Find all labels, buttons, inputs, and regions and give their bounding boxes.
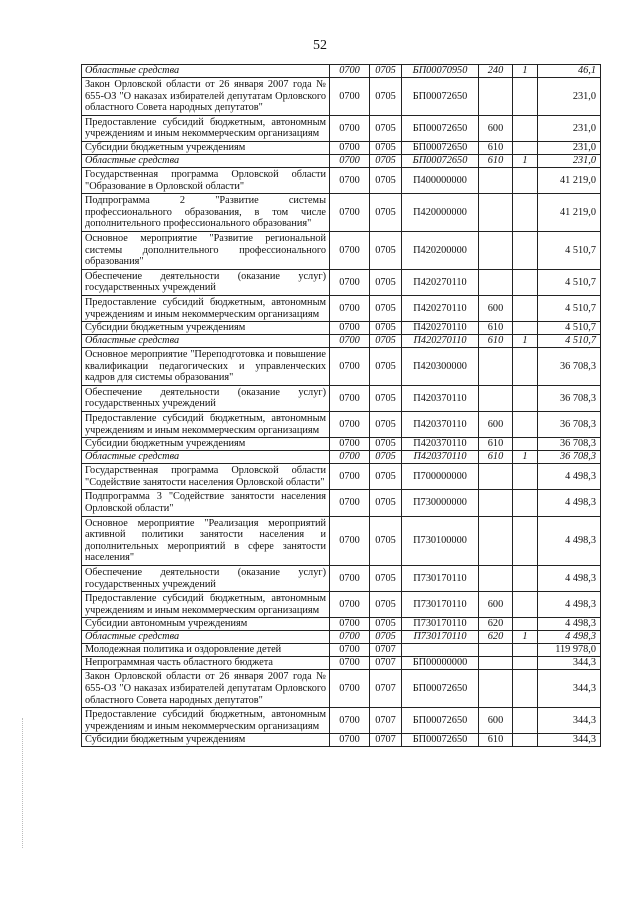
row-description: Предоставление субсидий бюджетным, автономным учреждениям и иным некоммерческим организациям (82, 592, 330, 618)
section-code: 0700 (330, 322, 370, 335)
subsection-code: 0705 (370, 269, 402, 295)
section-code: 0700 (330, 167, 370, 193)
row-description: Областные средства (82, 65, 330, 78)
target-article-code: БП00000000 (402, 657, 479, 670)
page-number: 52 (313, 38, 327, 53)
table-row (82, 295, 601, 321)
amount: 231,0 (538, 141, 601, 154)
row-description: Закон Орловской области от 26 января 2007 года № 655-ОЗ "О наказах избирателей депутатам Орловского областного Совета народных депутатов" (82, 78, 330, 116)
row-description: Предоставление субсидий бюджетным, автономным учреждениям и иным некоммерческим организациям (82, 115, 330, 141)
section-code: 0700 (330, 657, 370, 670)
section-code: 0700 (330, 141, 370, 154)
subsection-code: 0707 (370, 670, 402, 708)
target-article-code: П730170110 (402, 592, 479, 618)
expense-type-code: 610 (479, 438, 513, 451)
subsection-code: 0705 (370, 385, 402, 411)
budget-table (81, 64, 601, 747)
amount: 4 510,7 (538, 322, 601, 335)
section-code: 0700 (330, 412, 370, 438)
amount: 4 498,3 (538, 592, 601, 618)
row-description: Обеспечение деятельности (оказание услуг) государственных учреждений (82, 385, 330, 411)
target-article-code: П400000000 (402, 167, 479, 193)
row-description: Субсидии автономным учреждениям (82, 618, 330, 631)
expense-type-code: 610 (479, 154, 513, 167)
funding-source-code: 1 (513, 451, 538, 464)
table-row (82, 464, 601, 490)
table-row (82, 438, 601, 451)
amount: 36 708,3 (538, 438, 601, 451)
expense-type-code (479, 566, 513, 592)
section-code: 0700 (330, 78, 370, 116)
section-code: 0700 (330, 566, 370, 592)
row-description: Основное мероприятие "Переподготовка и повышение квалификации педагогических и управленческих кадров для системы образования" (82, 348, 330, 386)
subsection-code: 0705 (370, 566, 402, 592)
row-description: Предоставление субсидий бюджетным, автономным учреждениям и иным некоммерческим организациям (82, 708, 330, 734)
funding-source-code (513, 708, 538, 734)
amount: 41 219,0 (538, 167, 601, 193)
subsection-code: 0705 (370, 464, 402, 490)
subsection-code: 0705 (370, 194, 402, 232)
table-row (82, 167, 601, 193)
expense-type-code: 600 (479, 592, 513, 618)
section-code: 0700 (330, 348, 370, 386)
funding-source-code (513, 490, 538, 516)
table-row (82, 490, 601, 516)
expense-type-code (479, 231, 513, 269)
row-description: Субсидии бюджетным учреждениям (82, 141, 330, 154)
row-description: Субсидии бюджетным учреждениям (82, 734, 330, 747)
subsection-code: 0705 (370, 154, 402, 167)
amount: 36 708,3 (538, 451, 601, 464)
expense-type-code (479, 348, 513, 386)
funding-source-code (513, 566, 538, 592)
funding-source-code (513, 464, 538, 490)
table-row (82, 231, 601, 269)
funding-source-code (513, 141, 538, 154)
subsection-code: 0705 (370, 141, 402, 154)
subsection-code: 0705 (370, 65, 402, 78)
funding-source-code (513, 618, 538, 631)
funding-source-code (513, 78, 538, 116)
row-description: Субсидии бюджетным учреждениям (82, 322, 330, 335)
table-row (82, 141, 601, 154)
amount: 4 498,3 (538, 618, 601, 631)
subsection-code: 0705 (370, 438, 402, 451)
table-row (82, 385, 601, 411)
subsection-code: 0707 (370, 657, 402, 670)
expense-type-code: 240 (479, 65, 513, 78)
section-code: 0700 (330, 451, 370, 464)
target-article-code: П420370110 (402, 412, 479, 438)
table-row (82, 78, 601, 116)
table-row (82, 631, 601, 644)
section-code: 0700 (330, 631, 370, 644)
target-article-code: П420270110 (402, 269, 479, 295)
target-article-code: БП00072650 (402, 154, 479, 167)
expense-type-code: 600 (479, 115, 513, 141)
expense-type-code (479, 385, 513, 411)
expense-type-code (479, 657, 513, 670)
funding-source-code (513, 348, 538, 386)
subsection-code: 0705 (370, 631, 402, 644)
target-article-code: П420200000 (402, 231, 479, 269)
amount: 36 708,3 (538, 348, 601, 386)
target-article-code: П420370110 (402, 385, 479, 411)
expense-type-code: 610 (479, 451, 513, 464)
expense-type-code: 620 (479, 618, 513, 631)
target-article-code: П730100000 (402, 516, 479, 565)
funding-source-code: 1 (513, 631, 538, 644)
section-code: 0700 (330, 708, 370, 734)
table-row (82, 335, 601, 348)
target-article-code: БП00072650 (402, 78, 479, 116)
target-article-code: БП00072650 (402, 708, 479, 734)
table-row (82, 194, 601, 232)
expense-type-code: 600 (479, 708, 513, 734)
funding-source-code (513, 231, 538, 269)
row-description: Подпрограмма 3 "Содействие занятости населения Орловской области" (82, 490, 330, 516)
target-article-code: БП00072650 (402, 141, 479, 154)
funding-source-code (513, 295, 538, 321)
subsection-code: 0707 (370, 734, 402, 747)
table-row (82, 115, 601, 141)
target-article-code: П420370110 (402, 451, 479, 464)
expense-type-code: 620 (479, 631, 513, 644)
amount: 4 498,3 (538, 566, 601, 592)
section-code: 0700 (330, 385, 370, 411)
funding-source-code (513, 516, 538, 565)
table-row (82, 670, 601, 708)
subsection-code: 0705 (370, 322, 402, 335)
row-description: Подпрограмма 2 "Развитие системы профессионального образования, в том числе дополнительного профессионального образования" (82, 194, 330, 232)
section-code: 0700 (330, 231, 370, 269)
expense-type-code (479, 269, 513, 295)
target-article-code: БП00072650 (402, 115, 479, 141)
expense-type-code: 600 (479, 295, 513, 321)
expense-type-code (479, 167, 513, 193)
amount: 4 498,3 (538, 516, 601, 565)
target-article-code: П730000000 (402, 490, 479, 516)
expense-type-code (479, 670, 513, 708)
section-code: 0700 (330, 65, 370, 78)
table-row (82, 348, 601, 386)
amount: 344,3 (538, 708, 601, 734)
funding-source-code: 1 (513, 154, 538, 167)
funding-source-code (513, 322, 538, 335)
section-code: 0700 (330, 670, 370, 708)
subsection-code: 0705 (370, 167, 402, 193)
target-article-code: БП00072650 (402, 734, 479, 747)
section-code: 0700 (330, 618, 370, 631)
subsection-code: 0705 (370, 490, 402, 516)
subsection-code: 0707 (370, 708, 402, 734)
table-row (82, 269, 601, 295)
amount: 41 219,0 (538, 194, 601, 232)
row-description: Предоставление субсидий бюджетным, автономным учреждениям и иным некоммерческим организациям (82, 295, 330, 321)
table-row (82, 451, 601, 464)
row-description: Молодежная политика и оздоровление детей (82, 644, 330, 657)
funding-source-code (513, 269, 538, 295)
row-description: Областные средства (82, 631, 330, 644)
table-row (82, 644, 601, 657)
table-body (82, 65, 601, 747)
funding-source-code (513, 734, 538, 747)
target-article-code: П730170110 (402, 618, 479, 631)
table-row (82, 618, 601, 631)
target-article-code: БП00072650 (402, 670, 479, 708)
amount: 36 708,3 (538, 412, 601, 438)
amount: 344,3 (538, 657, 601, 670)
funding-source-code (513, 194, 538, 232)
subsection-code: 0705 (370, 451, 402, 464)
amount: 344,3 (538, 670, 601, 708)
row-description: Областные средства (82, 451, 330, 464)
target-article-code: П420270110 (402, 322, 479, 335)
subsection-code: 0705 (370, 618, 402, 631)
row-description: Закон Орловской области от 26 января 2007 года № 655-ОЗ "О наказах избирателей депутатам Орловского областного Совета народных депутатов" (82, 670, 330, 708)
target-article-code: БП00070950 (402, 65, 479, 78)
funding-source-code (513, 438, 538, 451)
row-description: Областные средства (82, 335, 330, 348)
section-code: 0700 (330, 194, 370, 232)
expense-type-code (479, 516, 513, 565)
amount: 4 510,7 (538, 295, 601, 321)
table-row (82, 734, 601, 747)
row-description: Основное мероприятие "Развитие региональной системы дополнительного профессионального образования" (82, 231, 330, 269)
row-description: Обеспечение деятельности (оказание услуг) государственных учреждений (82, 566, 330, 592)
section-code: 0700 (330, 490, 370, 516)
funding-source-code (513, 115, 538, 141)
target-article-code: П420300000 (402, 348, 479, 386)
section-code: 0700 (330, 516, 370, 565)
row-description: Основное мероприятие "Реализация мероприятий активной политики занятости населения и дополнительных мероприятий в сфере занятости населения" (82, 516, 330, 565)
section-code: 0700 (330, 644, 370, 657)
expense-type-code: 610 (479, 141, 513, 154)
target-article-code: П420270110 (402, 295, 479, 321)
funding-source-code (513, 670, 538, 708)
expense-type-code (479, 78, 513, 116)
target-article-code: П700000000 (402, 464, 479, 490)
row-description: Областные средства (82, 154, 330, 167)
subsection-code: 0705 (370, 348, 402, 386)
amount: 4 510,7 (538, 269, 601, 295)
expense-type-code (479, 490, 513, 516)
expense-type-code: 600 (479, 412, 513, 438)
row-description: Обеспечение деятельности (оказание услуг) государственных учреждений (82, 269, 330, 295)
funding-source-code (513, 657, 538, 670)
subsection-code: 0705 (370, 115, 402, 141)
table-row (82, 516, 601, 565)
row-description: Государственная программа Орловской области "Содействие занятости населения Орловской области" (82, 464, 330, 490)
subsection-code: 0705 (370, 516, 402, 565)
subsection-code: 0705 (370, 412, 402, 438)
amount: 231,0 (538, 115, 601, 141)
table-row (82, 154, 601, 167)
funding-source-code: 1 (513, 65, 538, 78)
expense-type-code (479, 464, 513, 490)
subsection-code: 0705 (370, 592, 402, 618)
funding-source-code (513, 167, 538, 193)
section-code: 0700 (330, 269, 370, 295)
section-code: 0700 (330, 115, 370, 141)
binding-mark (22, 718, 25, 848)
amount: 119 978,0 (538, 644, 601, 657)
funding-source-code (513, 412, 538, 438)
amount: 4 510,7 (538, 231, 601, 269)
table-row (82, 412, 601, 438)
section-code: 0700 (330, 592, 370, 618)
expense-type-code (479, 194, 513, 232)
subsection-code: 0705 (370, 295, 402, 321)
subsection-code: 0705 (370, 78, 402, 116)
funding-source-code (513, 592, 538, 618)
expense-type-code: 610 (479, 322, 513, 335)
row-description: Предоставление субсидий бюджетным, автономным учреждениям и иным некоммерческим организациям (82, 412, 330, 438)
funding-source-code: 1 (513, 335, 538, 348)
table-row (82, 657, 601, 670)
subsection-code: 0705 (370, 335, 402, 348)
target-article-code: П420370110 (402, 438, 479, 451)
table-row (82, 592, 601, 618)
funding-source-code (513, 644, 538, 657)
row-description: Непрограммная часть областного бюджета (82, 657, 330, 670)
section-code: 0700 (330, 335, 370, 348)
amount: 4 498,3 (538, 490, 601, 516)
table-row (82, 322, 601, 335)
table-row (82, 566, 601, 592)
amount: 36 708,3 (538, 385, 601, 411)
amount: 231,0 (538, 154, 601, 167)
target-article-code: П730170110 (402, 566, 479, 592)
expense-type-code: 610 (479, 734, 513, 747)
amount: 4 510,7 (538, 335, 601, 348)
row-description: Государственная программа Орловской области "Образование в Орловской области" (82, 167, 330, 193)
table-row (82, 708, 601, 734)
section-code: 0700 (330, 464, 370, 490)
expense-type-code (479, 644, 513, 657)
funding-source-code (513, 385, 538, 411)
expense-type-code: 610 (479, 335, 513, 348)
amount: 231,0 (538, 78, 601, 116)
table-row (82, 65, 601, 78)
target-article-code: П420270110 (402, 335, 479, 348)
section-code: 0700 (330, 154, 370, 167)
subsection-code: 0705 (370, 231, 402, 269)
subsection-code: 0707 (370, 644, 402, 657)
section-code: 0700 (330, 734, 370, 747)
amount: 4 498,3 (538, 631, 601, 644)
section-code: 0700 (330, 295, 370, 321)
amount: 4 498,3 (538, 464, 601, 490)
amount: 46,1 (538, 65, 601, 78)
target-article-code: П730170110 (402, 631, 479, 644)
target-article-code: П420000000 (402, 194, 479, 232)
amount: 344,3 (538, 734, 601, 747)
section-code: 0700 (330, 438, 370, 451)
target-article-code (402, 644, 479, 657)
row-description: Субсидии бюджетным учреждениям (82, 438, 330, 451)
